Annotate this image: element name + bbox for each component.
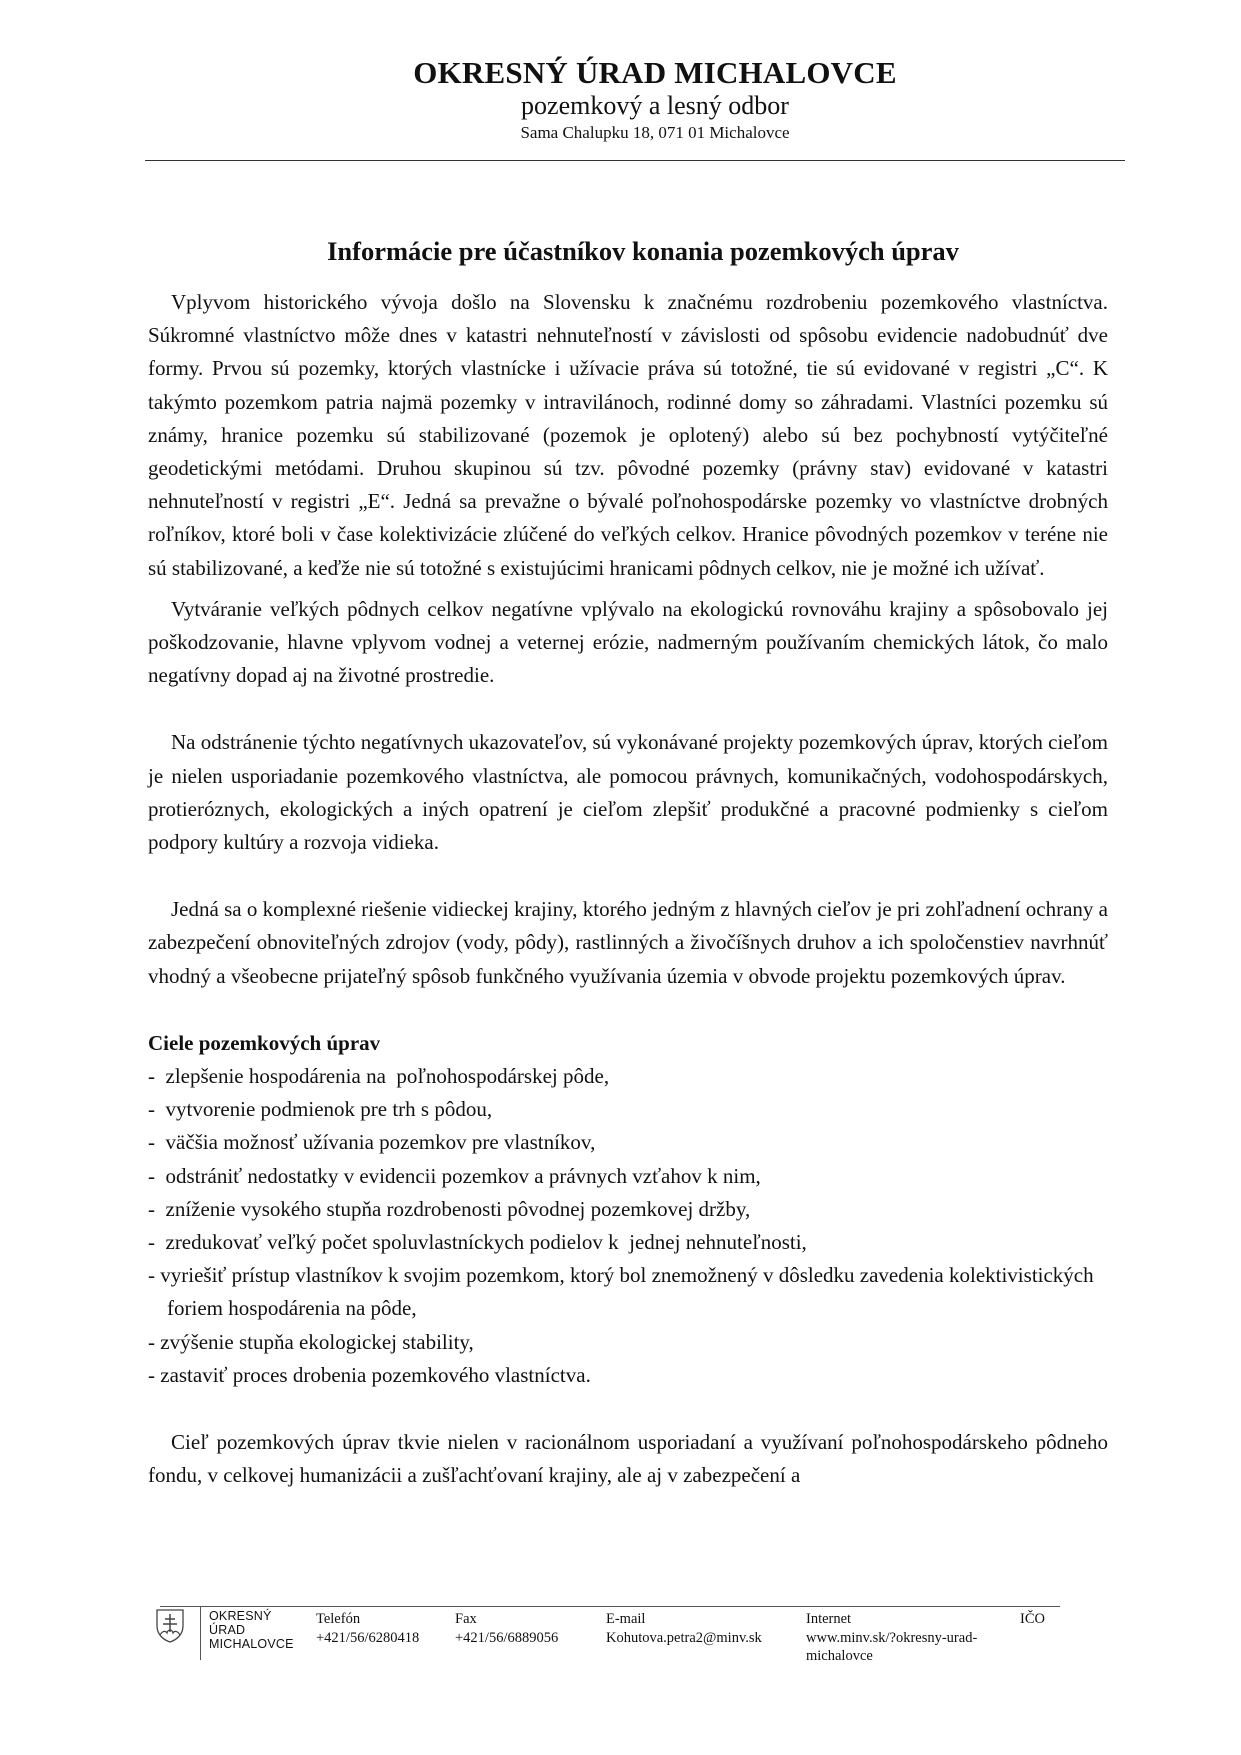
ico-label: IČO [1020, 1611, 1045, 1627]
phone-label: Telefón [316, 1611, 361, 1627]
footer-phone [316, 1610, 419, 1647]
goal-item: - zníženie vysokého stupňa rozdrobenosti pôvodnej pozemkovej držby, [148, 1196, 751, 1221]
goal-item: - zvýšenie stupňa ekologickej stability, [148, 1329, 474, 1354]
slovak-coat-of-arms-icon [155, 1608, 185, 1644]
footer-ico [1020, 1610, 1045, 1629]
goal-item: - zlepšenie hospodárenia na poľnohospodárskej pôde, [148, 1064, 610, 1089]
paragraph-projects: Na odstránenie týchto negatívnych ukazovateľov, sú vykonávané projekty pozemkových úprav, ktorých cieľom je nielen usporiadanie pozemkového vlastníctva, ale pomocou právnych, komunikačných, vodohospodárskych, protieróznych, ekologických a iných opatrení je cieľom zlepšiť produkčné a pracovné podmienky s cieľom podpory kultúry a rozvoja vidieka. [148, 730, 1108, 855]
footer-internet [806, 1610, 977, 1666]
document-body [148, 286, 1108, 1493]
paragraph-intro: Vplyvom historického vývoja došlo na Slovensku k značnému rozdrobeniu pozemkového vlastníctva. Súkromné vlastníctvo môže dnes v katastri nehnuteľností v závislosti od spôsobu evidencie nadobudnúť dve formy. Prvou sú pozemky, ktorých vlastnícke i užívacie práva sú totožné, tie sú evidované v registri „C“. K takýmto pozemkom patria najmä pozemky v intravilánoch, rodinné domy so záhradami. Vlastníci pozemku sú známy, hranice pozemku sú stabilizované (pozemok je oplotený) alebo sú bez pochybností vytýčiteľné geodetickými metódami. Druhou skupinou sú tzv. pôvodné pozemky (právny stav) evidované v katastri nehnuteľností v registri „E“. Jedná sa prevažne o bývalé poľnohospodárske pozemky vo vlastníctve drobných roľníkov, ktoré boli v čase kolektivizácie zlúčené do veľkých celkov. Hranice pôvodných pozemkov v teréne nie sú stabilizované, a keďže nie sú totožné s existujúcimi hranicami pôdnych celkov, nie je možné ich užívať. [148, 290, 1108, 580]
fax-label: Fax [455, 1611, 477, 1627]
goal-item: - zastaviť proces drobenia pozemkového vlastníctva. [148, 1362, 591, 1387]
paragraph-closing: Cieľ pozemkových úprav tkvie nielen v racionálnom usporiadaní a využívaní poľnohospodárskeho pôdneho fondu, v celkovej humanizácii a zušľachťovaní krajiny, ale aj v zabezpečení a [148, 1430, 1108, 1488]
email-label: E-mail [606, 1611, 646, 1627]
footer-email [606, 1610, 762, 1647]
goal-item: - odstrániť nedostatky v evidencii pozemkov a právnych vzťahov k nim, [148, 1163, 761, 1188]
paragraph-complex-solution: Jedná sa o komplexné riešenie vidieckej krajiny, ktorého jedným z hlavných cieľov je pri zohľadnení ochrany a zabezpečení obnoviteľných zdrojov (vody, pôdy), rastlinných a živočíšnych druhov a ich spoločenstiev navrhnúť vhodný a všeobecne prijateľný spôsob funkčného využívania územia v obvode projektu pozemkových úprav. [148, 897, 1108, 988]
phone-value: +421/56/6280418 [316, 1629, 420, 1646]
paragraph-large-fields: Vytváranie veľkých pôdnych celkov negatívne vplývalo na ekologickú rovnováhu krajiny a spôsobovalo jej poškodzovanie, hlavne vplyvom vodnej a veternej erózie, nadmerným používaním chemických látok, čo malo negatívny dopad aj na životné prostredie. [148, 596, 1108, 688]
footer-divider [160, 1606, 1060, 1607]
goals-list [148, 1060, 1108, 1392]
department-name: pozemkový a lesný odbor [521, 91, 789, 120]
document-title: Informácie pre účastníkov konania pozemkových úprav [327, 236, 959, 266]
goal-item: - vytvorenie podmienok pre trh s pôdou, [148, 1097, 493, 1122]
internet-link[interactable]: www.minv.sk/?okresny-urad- michalovce [806, 1629, 978, 1664]
header-divider [145, 160, 1125, 161]
footer-fax [455, 1610, 558, 1647]
office-name: OKRESNÝ ÚRAD MICHALOVCE [413, 55, 897, 90]
fax-value: +421/56/6889056 [455, 1629, 559, 1646]
internet-label: Internet [806, 1611, 852, 1627]
footer-vertical-divider [200, 1606, 201, 1660]
email-link[interactable]: Kohutova.petra2@minv.sk [606, 1629, 762, 1646]
goal-item: - väčšia možnosť užívania pozemkov pre vlastníkov, [148, 1130, 596, 1155]
goals-heading: Ciele pozemkových úprav [148, 1030, 381, 1055]
footer-org-name: OKRESNÝ ÚRAD MICHALOVCE [209, 1609, 294, 1651]
office-address: Sama Chalupku 18, 071 01 Michalovce [520, 123, 790, 142]
goal-item: - zredukovať veľký počet spoluvlastníckych podielov k jednej nehnuteľnosti, [148, 1230, 807, 1255]
letterhead [145, 55, 1125, 145]
goal-item: - vyriešiť prístup vlastníkov k svojim pozemkom, ktorý bol znemožnený v dôsledku zavedenia kolektivistických foriem hospodárenia na pôde, [148, 1263, 1094, 1321]
